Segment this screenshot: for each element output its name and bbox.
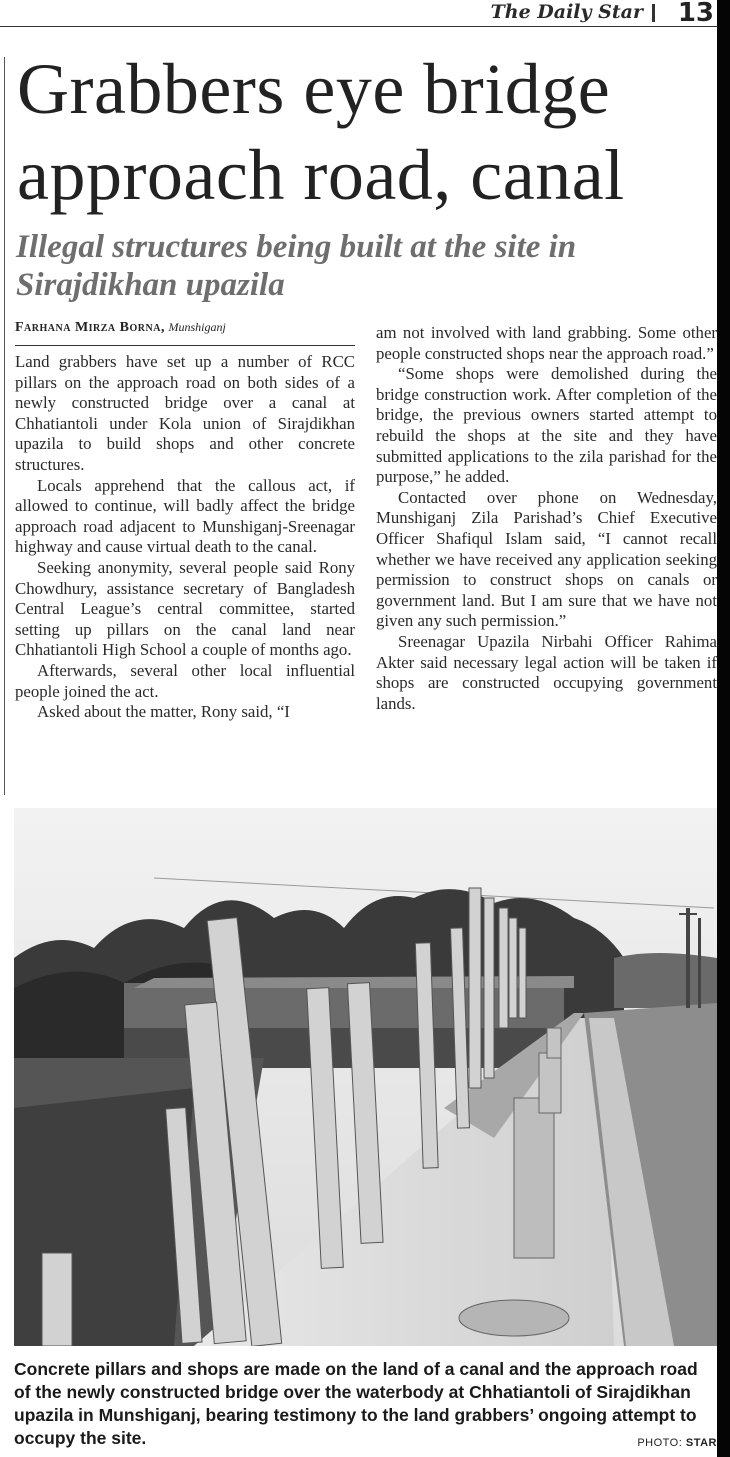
paragraph: Afterwards, several other local influential people joined the act. <box>15 660 355 701</box>
byline-location: Munshiganj <box>168 320 226 334</box>
paragraph: Seeking anonymity, several people said Rony Chowdhury, assistance secretary of Bangladesh Central League’s central committee, started setting up pillars on the canal land near Chhatiantoli High School a couple of months ago. <box>15 557 355 660</box>
subheadline-line-2: Sirajdikhan upazila <box>16 267 285 303</box>
headline-line-2: approach road, canal <box>17 135 625 215</box>
photo-caption: Concrete pillars and shops are made on the land of a canal and the approach road of the newly constructed bridge over the waterbody at Chhatiantoli of Sirajdikhan upazila in Munshiganj, bearing testimony to the land grabbers’ ongoing attempt to occupy the site. <box>14 1359 698 1448</box>
news-photo <box>14 808 717 1346</box>
masthead <box>0 0 717 27</box>
photo-credit-source: STAR <box>685 1437 717 1449</box>
subheadline <box>16 228 716 304</box>
paragraph: Locals apprehend that the callous act, if allowed to continue, will badly affect the bridge approach road adjacent to Munshiganj-Sreenagar highway and cause virtual death to the canal. <box>15 475 355 557</box>
page-edge <box>717 0 730 1457</box>
masthead-divider <box>652 4 655 22</box>
byline-rule <box>15 345 355 346</box>
paragraph: Sreenagar Upazila Nirbahi Officer Rahima Akter said necessary legal action will be taken if shops are constructed occupying government lands. <box>376 631 717 713</box>
paper-name: The Daily Star <box>490 1 643 23</box>
column-rule <box>4 57 5 795</box>
paragraph: Asked about the matter, Rony said, “I <box>37 702 290 722</box>
headline-line-1: Grabbers eye bridge <box>17 49 611 129</box>
photo-credit-label: PHOTO: <box>637 1437 683 1449</box>
paragraph: Land grabbers have set up a number of RCC pillars on the approach road on both sides of a newly constructed bridge over a canal at Chhatiantoli under Kola union of Sirajdikhan upazila to build shops and other concrete structures. <box>15 352 355 474</box>
article-column-2 <box>376 323 717 714</box>
byline <box>15 318 355 337</box>
page-number: 13 <box>677 0 714 28</box>
headline <box>17 46 717 218</box>
byline-author: Farhana Mirza Borna, <box>15 320 165 335</box>
article-column-1 <box>15 352 355 723</box>
paragraph: “Some shops were demolished during the bridge construction work. After completion of the bridge, the previous owners started attempt to rebuild the shops at the site and they have submitted applications to the zila parishad for the purpose,” he added. <box>376 364 717 487</box>
subheadline-line-1: Illegal structures being built at the site in <box>16 229 577 265</box>
photo-credit <box>597 1437 717 1449</box>
paragraph: Contacted over phone on Wednesday, Munshiganj Zila Parishad’s Chief Executive Officer Shafiqul Islam said, “I cannot recall whether we have received any application seeking permission to construct shops on canals or government land. But I am sure that we have not given any such permission.” <box>376 487 717 631</box>
paragraph: am not involved with land grabbing. Some other people constructed shops near the approach road.” <box>376 323 717 363</box>
photo-illustration <box>14 808 717 1346</box>
